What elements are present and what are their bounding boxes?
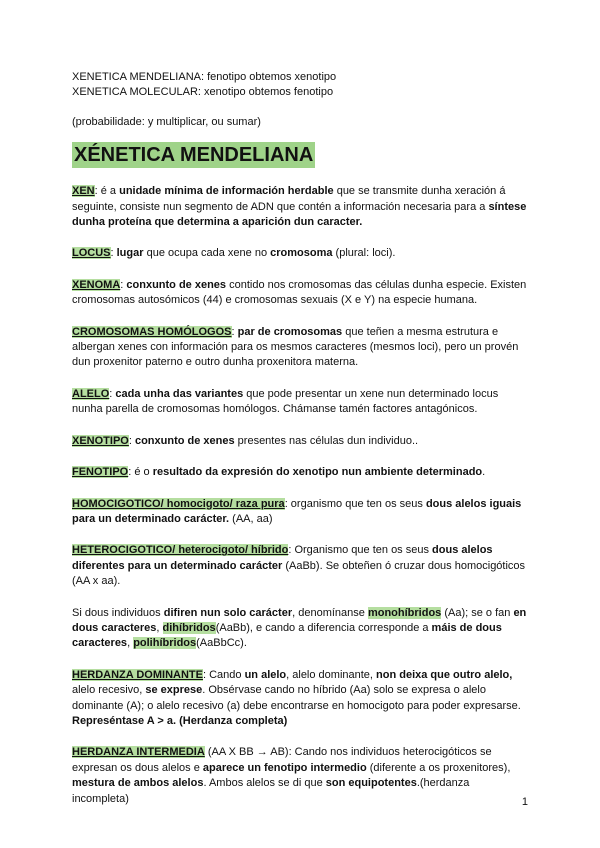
definition-paragraph bbox=[72, 387, 528, 418]
definition-term: CROMOSOMAS HOMÓLOGOS bbox=[72, 325, 232, 338]
highlight-dihibridos: dihíbridos bbox=[162, 621, 216, 634]
definition-term: HOMOCIGOTICO/ homocigoto/ raza pura bbox=[72, 497, 285, 510]
definition-paragraph bbox=[72, 465, 528, 480]
bold-run: aparece un fenotipo intermedio bbox=[202, 761, 367, 774]
text-run: : bbox=[128, 434, 135, 447]
text-run: : organismo que ten os seus bbox=[284, 497, 426, 510]
bold-run: lugar bbox=[116, 247, 144, 260]
bold-run: mestura de ambos alelos bbox=[72, 777, 204, 790]
text-run: : bbox=[231, 325, 238, 338]
text-run: : Organismo que ten os seus bbox=[288, 544, 433, 557]
bold-run: en dous caracteres bbox=[72, 606, 527, 634]
text-run: : é a bbox=[94, 185, 120, 198]
bold-run: conxunto de xenes bbox=[126, 278, 227, 291]
text-run: , bbox=[156, 621, 163, 634]
bold-run: conxunto de xenes bbox=[134, 434, 235, 447]
bold-run: difiren nun solo carácter bbox=[163, 606, 293, 619]
bold-run: par de cromosomas bbox=[237, 325, 343, 338]
text-run: : bbox=[109, 387, 116, 400]
text-run: (AaBb), e cando a diferencia corresponde a bbox=[215, 621, 432, 634]
text-run: alelo recesivo, bbox=[72, 684, 146, 697]
definition-term: XEN bbox=[72, 185, 95, 198]
text-run: (AaBb). Se obteñen ó cruzar dous homocigóticos (AA x aa). bbox=[72, 559, 526, 588]
text-run: (diferente a os proxenitores), bbox=[366, 761, 511, 774]
definition-term: HETEROCIGOTICO/ heterocigoto/ híbrido bbox=[72, 544, 289, 557]
text-run: (AaBbCc). bbox=[196, 637, 247, 650]
text-run: .(herdanza incompleta) bbox=[72, 777, 470, 805]
bold-run: resultado da expresión do xenotipo nun ambiente determinado bbox=[152, 466, 483, 479]
text-run: contido nos cromosomas das células dunha especie. Existen cromosomas autosómicos (44) e cromosomas sexuais (X e Y) na especie humana. bbox=[72, 278, 527, 307]
bold-run: se exprese bbox=[145, 684, 203, 697]
bold-run: cada unha das variantes bbox=[115, 387, 244, 400]
bold-run: unidade mínima de información herdable bbox=[119, 185, 334, 198]
text-run: que pode presentar un xene nun determinado locus nunha parella de cromosomas homólogos. Chámanse tamén factores antagónicos. bbox=[72, 387, 499, 416]
text-run: . bbox=[482, 466, 486, 479]
definition-paragraph bbox=[72, 434, 528, 449]
bold-run: un alelo bbox=[244, 668, 287, 681]
definitions-list bbox=[72, 184, 528, 589]
text-run: . Ambos alelos se di que bbox=[203, 777, 326, 790]
herdanza-dominante-paragraph bbox=[72, 668, 528, 730]
definition-term: LOCUS bbox=[72, 247, 111, 260]
page-title: XÉNETICA MENDELIANA bbox=[74, 144, 314, 167]
hybrid-paragraph bbox=[72, 606, 528, 652]
herdanza-intermedia-paragraph bbox=[72, 745, 528, 807]
text-run: que se transmite dunha xeración á seguinte, consiste nun segmento de ADN que contén a información necesaria para a bbox=[72, 185, 506, 213]
term-herdanza-dominante: HERDANZA DOMINANTE bbox=[72, 668, 203, 681]
bold-run: dous alelos diferentes para un determinado carácter bbox=[72, 544, 493, 572]
text-run: que ocupa cada xene no bbox=[143, 247, 271, 260]
text-run: Si dous individuos bbox=[72, 606, 164, 619]
bold-run: cromosoma bbox=[270, 247, 333, 260]
bold-run: máis de dous caracteres bbox=[72, 621, 502, 650]
text-run: , bbox=[127, 637, 134, 650]
text-run: (plural: loci). bbox=[332, 247, 396, 260]
header-line-mendeliana: XENETICA MENDELIANA: fenotipo obtemos xenotipo bbox=[72, 71, 337, 83]
bold-run: Represéntase A > a. (Herdanza completa) bbox=[72, 714, 288, 727]
text-run: , denomínanse bbox=[292, 606, 368, 619]
text-run: que teñen a mesma estrutura e albergan xenes con información para os mesmos caracteres (mesmos loci), pero un provén dun proxenitor paterno e outro dunha proxenitora materna. bbox=[72, 325, 519, 369]
document-page bbox=[72, 70, 528, 823]
header-line-molecular: XENETICA MOLECULAR: xenotipo obtemos fenotipo bbox=[72, 86, 334, 99]
text-run: , alelo dominante, bbox=[286, 668, 377, 681]
definition-term: FENOTIPO bbox=[72, 466, 129, 479]
definition-paragraph bbox=[72, 497, 528, 528]
bold-run: síntese dunha proteína que determina a aparición dun caracter. bbox=[72, 200, 527, 229]
probability-note: (probabilidade: y multiplicar, ou sumar) bbox=[72, 115, 261, 128]
text-run: : bbox=[110, 247, 117, 260]
definition-paragraph bbox=[72, 184, 528, 230]
text-run: (AA X BB → AB): Cando nos individuos heterocigóticos se expresan os dous alelos e bbox=[72, 746, 492, 774]
term-herdanza-intermedia: HERDANZA INTERMEDIA bbox=[72, 746, 205, 759]
text-run: : Cando bbox=[202, 668, 245, 681]
definition-term: ALELO bbox=[72, 387, 110, 400]
bold-run: son equipotentes bbox=[325, 777, 417, 790]
text-run: : bbox=[120, 278, 127, 291]
text-run: (AA, aa) bbox=[229, 512, 273, 525]
text-run: . Obsérvase cando no híbrido (Aa) solo se expresa o alelo dominante (A); o alelo recesivo (a) debe encontrarse en homocigoto para poder expresarse. bbox=[72, 684, 521, 712]
definition-paragraph bbox=[72, 543, 528, 589]
bold-run: dous alelos iguais para un determinado carácter. bbox=[72, 497, 522, 525]
definition-term: XENOMA bbox=[72, 278, 121, 291]
definition-paragraph bbox=[72, 246, 528, 261]
bold-run: non deixa que outro alelo, bbox=[376, 668, 513, 681]
highlight-monohibridos: monohíbridos bbox=[367, 606, 442, 619]
text-run: (Aa); se o fan bbox=[441, 606, 514, 619]
definition-paragraph bbox=[72, 325, 528, 371]
highlight-polihibridos: polihíbridos bbox=[133, 637, 197, 650]
text-run: : é o bbox=[128, 466, 153, 479]
text-run: presentes nas células dun individuo.. bbox=[234, 434, 419, 447]
definition-term: XENOTIPO bbox=[72, 434, 129, 447]
page-number: 1 bbox=[521, 796, 528, 808]
definition-paragraph bbox=[72, 278, 528, 309]
